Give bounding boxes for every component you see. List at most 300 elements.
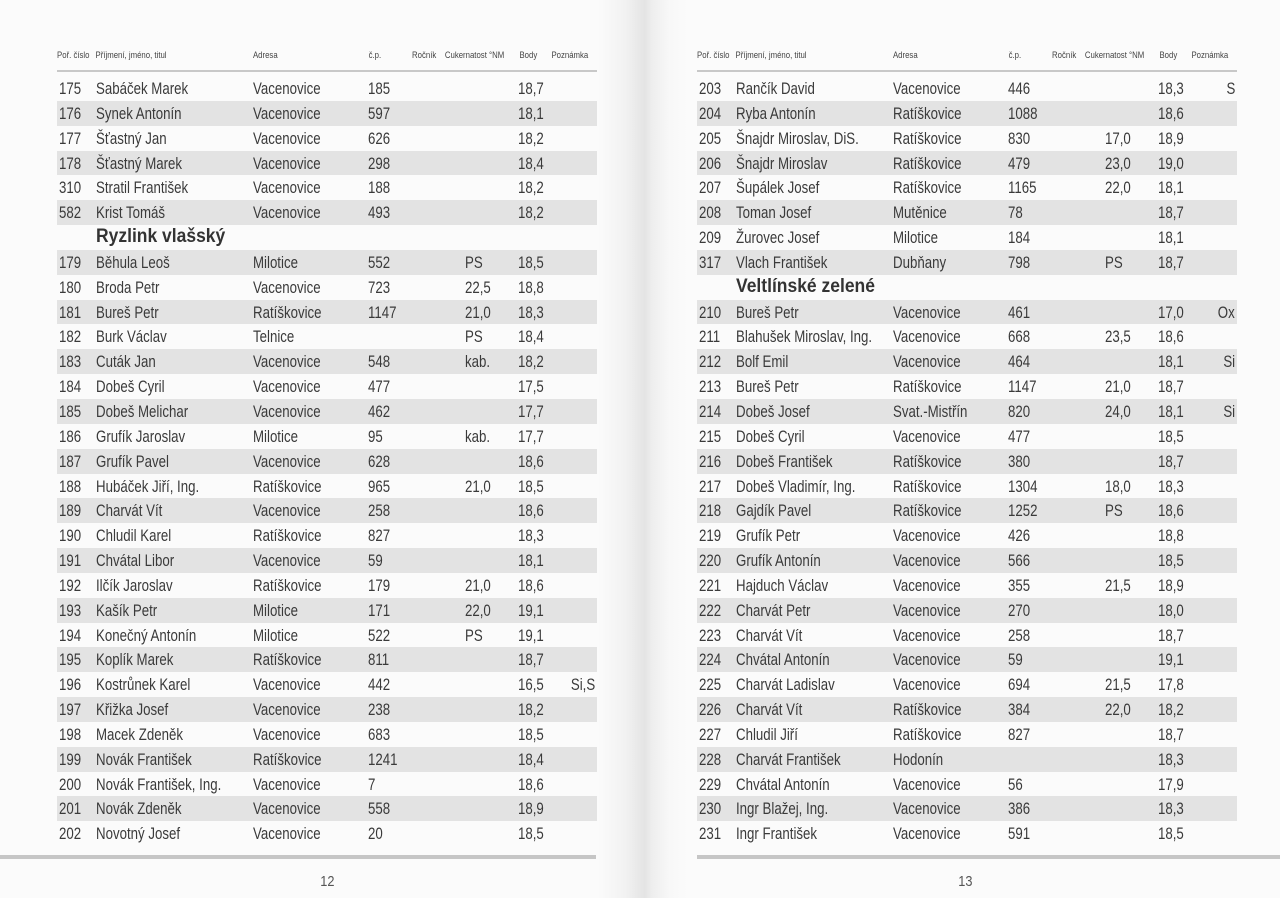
col-header-body: Body bbox=[1159, 50, 1178, 61]
entry-address: Ratíškovice bbox=[253, 749, 322, 769]
entry-address: Vacenovice bbox=[893, 824, 961, 844]
entry-number: 214 bbox=[699, 401, 722, 421]
entry-house-number: 238 bbox=[368, 700, 391, 720]
entry-house-number: 694 bbox=[1008, 675, 1031, 695]
entry-number: 180 bbox=[59, 277, 82, 297]
entry-house-number: 626 bbox=[368, 128, 391, 148]
entry-address: Vacenovice bbox=[893, 79, 961, 98]
entry-number: 204 bbox=[699, 103, 722, 123]
entry-house-number: 270 bbox=[1008, 600, 1031, 620]
entry-house-number: 830 bbox=[1008, 128, 1031, 148]
entry-number: 200 bbox=[59, 774, 82, 794]
table-row bbox=[697, 573, 1237, 598]
entry-name: Sabáček Marek bbox=[96, 79, 189, 98]
entry-number: 189 bbox=[59, 501, 82, 521]
entry-name: Kašík Petr bbox=[96, 600, 158, 620]
entry-name: Bureš Petr bbox=[736, 302, 799, 322]
entry-number: 183 bbox=[59, 352, 82, 372]
entry-number: 207 bbox=[699, 178, 722, 198]
entry-name: Bureš Petr bbox=[96, 302, 159, 322]
entry-address: Milotice bbox=[893, 228, 938, 248]
entry-name: Kostrůnek Karel bbox=[96, 675, 191, 695]
table-row bbox=[697, 796, 1237, 821]
section-heading bbox=[57, 225, 597, 250]
entry-address: Vacenovice bbox=[253, 352, 321, 372]
entry-address: Ratíškovice bbox=[253, 575, 322, 595]
table-row bbox=[57, 324, 597, 349]
entry-house-number: 184 bbox=[1008, 228, 1031, 248]
table-header bbox=[697, 48, 1237, 66]
entry-house-number: 258 bbox=[368, 501, 391, 521]
table-row bbox=[57, 151, 597, 176]
entry-points: 18,9 bbox=[518, 799, 544, 819]
table-row bbox=[697, 523, 1237, 548]
table-row bbox=[697, 250, 1237, 275]
entry-number: 179 bbox=[59, 252, 82, 272]
entry-name: Novotný Josef bbox=[96, 824, 181, 844]
entry-name: Blahušek Miroslav, Ing. bbox=[736, 327, 873, 347]
entry-house-number: 461 bbox=[1008, 302, 1031, 322]
entry-address: Vacenovice bbox=[253, 79, 321, 98]
entry-house-number: 171 bbox=[368, 600, 391, 620]
col-header-num: Poř. číslo bbox=[57, 50, 90, 61]
entry-number: 199 bbox=[59, 749, 82, 769]
table-row bbox=[697, 548, 1237, 573]
entry-house-number: 827 bbox=[368, 526, 391, 546]
entry-number: 213 bbox=[699, 377, 722, 397]
entry-name: Macek Zdeněk bbox=[96, 724, 183, 744]
entry-points: 17,0 bbox=[1158, 302, 1184, 322]
entry-address: Ratíškovice bbox=[253, 526, 322, 546]
entry-address: Vacenovice bbox=[253, 178, 321, 198]
entry-number: 223 bbox=[699, 625, 722, 645]
table-row bbox=[697, 324, 1237, 349]
entry-number: 220 bbox=[699, 551, 722, 571]
entry-points: 18,7 bbox=[518, 650, 544, 670]
entry-name: Broda Petr bbox=[96, 277, 160, 297]
entry-points: 18,6 bbox=[518, 501, 544, 521]
entry-cukernatost: 21,0 bbox=[1105, 377, 1131, 397]
col-header-rocnik: Ročník bbox=[1052, 50, 1077, 61]
entry-address: Vacenovice bbox=[893, 650, 961, 670]
table-body bbox=[697, 76, 1237, 846]
entry-name: Dobeš Cyril bbox=[736, 426, 805, 446]
entry-cukernatost: 24,0 bbox=[1105, 401, 1131, 421]
table-row bbox=[57, 424, 597, 449]
table-row bbox=[57, 498, 597, 523]
entry-number: 187 bbox=[59, 451, 82, 471]
entry-name: Dobeš Melichar bbox=[96, 401, 189, 421]
book-fold bbox=[598, 0, 688, 898]
entry-name: Dobeš František bbox=[736, 451, 833, 471]
entry-name: Dobeš Vladimír, Ing. bbox=[736, 476, 856, 496]
entry-address: Vacenovice bbox=[893, 675, 961, 695]
entry-cukernatost: kab. bbox=[465, 426, 491, 446]
entry-points: 16,5 bbox=[518, 675, 544, 695]
entry-address: Ratíškovice bbox=[893, 103, 962, 123]
entry-house-number: 442 bbox=[368, 675, 391, 695]
entry-points: 18,1 bbox=[1158, 228, 1184, 248]
entry-name: Žurovec Josef bbox=[736, 228, 820, 248]
entry-points: 18,1 bbox=[1158, 401, 1184, 421]
entry-note: Si,S bbox=[570, 675, 595, 695]
entry-name: Hubáček Jiří, Ing. bbox=[96, 476, 200, 496]
entry-house-number: 566 bbox=[1008, 551, 1031, 571]
entry-number: 193 bbox=[59, 600, 82, 620]
entry-points: 18,2 bbox=[518, 203, 544, 223]
entry-house-number: 477 bbox=[368, 377, 391, 397]
entry-address: Vacenovice bbox=[253, 551, 321, 571]
table-row bbox=[697, 672, 1237, 697]
entry-points: 17,7 bbox=[518, 401, 544, 421]
table-row bbox=[57, 598, 597, 623]
entry-points: 19,0 bbox=[1158, 153, 1184, 173]
entry-number: 176 bbox=[59, 103, 82, 123]
entry-address: Vacenovice bbox=[893, 327, 961, 347]
entry-address: Vacenovice bbox=[253, 799, 321, 819]
entry-name: Dobeš Cyril bbox=[96, 377, 165, 397]
entry-number: 192 bbox=[59, 575, 82, 595]
entry-name: Šupálek Josef bbox=[736, 178, 820, 198]
entry-points: 18,0 bbox=[1158, 600, 1184, 620]
entry-house-number: 683 bbox=[368, 724, 391, 744]
table-row bbox=[697, 697, 1237, 722]
entry-cukernatost: 21,0 bbox=[465, 302, 491, 322]
entry-house-number: 298 bbox=[368, 153, 391, 173]
entry-points: 18,5 bbox=[518, 252, 544, 272]
entry-cukernatost: 22,0 bbox=[1105, 700, 1131, 720]
entry-name: Ilčík Jaroslav bbox=[96, 575, 173, 595]
entry-house-number: 355 bbox=[1008, 575, 1031, 595]
entry-address: Hodonín bbox=[893, 749, 944, 769]
entry-name: Šnajdr Miroslav bbox=[736, 153, 828, 173]
entry-number: 221 bbox=[699, 575, 722, 595]
entry-house-number: 386 bbox=[1008, 799, 1031, 819]
entry-note: S bbox=[1226, 79, 1235, 98]
entry-number: 177 bbox=[59, 128, 82, 148]
table-row bbox=[697, 772, 1237, 797]
table-row bbox=[57, 523, 597, 548]
entry-house-number: 462 bbox=[368, 401, 391, 421]
entry-address: Vacenovice bbox=[253, 700, 321, 720]
entry-number: 310 bbox=[59, 178, 82, 198]
entry-number: 203 bbox=[699, 79, 722, 98]
entry-address: Ratíškovice bbox=[253, 302, 322, 322]
table-row bbox=[57, 374, 597, 399]
entry-cukernatost: 21,5 bbox=[1105, 575, 1131, 595]
entry-address: Vacenovice bbox=[893, 575, 961, 595]
entry-number: 197 bbox=[59, 700, 82, 720]
entry-number: 198 bbox=[59, 724, 82, 744]
entry-name: Chvátal Antonín bbox=[736, 774, 830, 794]
entry-house-number: 59 bbox=[1008, 650, 1023, 670]
entry-points: 18,5 bbox=[518, 824, 544, 844]
entry-points: 17,5 bbox=[518, 377, 544, 397]
entry-points: 18,6 bbox=[1158, 501, 1184, 521]
entry-name: Novák Zdeněk bbox=[96, 799, 182, 819]
entry-address: Vacenovice bbox=[253, 675, 321, 695]
entry-address: Ratíškovice bbox=[893, 128, 962, 148]
entry-cukernatost: 22,0 bbox=[465, 600, 491, 620]
entry-house-number: 558 bbox=[368, 799, 391, 819]
table-row bbox=[697, 747, 1237, 772]
entry-points: 19,1 bbox=[518, 600, 544, 620]
table-row bbox=[697, 76, 1237, 101]
entry-points: 17,8 bbox=[1158, 675, 1184, 695]
entry-number: 190 bbox=[59, 526, 82, 546]
entry-name: Gajdík Pavel bbox=[736, 501, 812, 521]
table-row bbox=[57, 722, 597, 747]
entry-number: 230 bbox=[699, 799, 722, 819]
entry-number: 582 bbox=[59, 203, 82, 223]
entry-number: 175 bbox=[59, 79, 82, 98]
entry-house-number: 380 bbox=[1008, 451, 1031, 471]
entry-number: 226 bbox=[699, 700, 722, 720]
entry-house-number: 597 bbox=[368, 103, 391, 123]
entry-points: 18,7 bbox=[1158, 724, 1184, 744]
table-row bbox=[697, 300, 1237, 325]
entry-address: Vacenovice bbox=[253, 128, 321, 148]
entry-points: 18,4 bbox=[518, 749, 544, 769]
col-header-address: Adresa bbox=[892, 50, 918, 61]
entry-house-number: 591 bbox=[1008, 824, 1031, 844]
table-row bbox=[57, 126, 597, 151]
entry-house-number: 1252 bbox=[1008, 501, 1038, 521]
entry-number: 196 bbox=[59, 675, 82, 695]
entry-address: Vacenovice bbox=[893, 799, 961, 819]
entry-address: Vacenovice bbox=[253, 451, 321, 471]
entry-name: Grufík Pavel bbox=[96, 451, 169, 471]
entry-points: 18,3 bbox=[518, 526, 544, 546]
entry-points: 18,2 bbox=[518, 700, 544, 720]
entry-cukernatost: 22,5 bbox=[465, 277, 491, 297]
entry-cukernatost: 18,0 bbox=[1105, 476, 1131, 496]
entry-name: Šnajdr Miroslav, DiS. bbox=[736, 128, 859, 148]
entry-address: Vacenovice bbox=[253, 501, 321, 521]
col-header-rocnik: Ročník bbox=[412, 50, 437, 61]
entry-number: 195 bbox=[59, 650, 82, 670]
col-header-cp: č.p. bbox=[368, 50, 382, 61]
entry-cukernatost: 17,0 bbox=[1105, 128, 1131, 148]
entry-name: Hajduch Václav bbox=[736, 575, 829, 595]
entry-cukernatost: PS bbox=[1105, 501, 1123, 521]
page-number: 12 bbox=[320, 873, 335, 890]
table-row bbox=[57, 250, 597, 275]
table-row bbox=[57, 548, 597, 573]
entry-points: 18,3 bbox=[1158, 749, 1184, 769]
table-row bbox=[697, 225, 1237, 250]
entry-house-number: 723 bbox=[368, 277, 391, 297]
entry-address: Vacenovice bbox=[893, 302, 961, 322]
entry-address: Mutěnice bbox=[893, 203, 947, 223]
entry-name: Chvátal Antonín bbox=[736, 650, 830, 670]
entry-address: Vacenovice bbox=[253, 153, 321, 173]
entry-name: Cuták Jan bbox=[96, 352, 156, 372]
entry-number: 212 bbox=[699, 352, 722, 372]
section-title: Veltlínské zelené bbox=[736, 275, 875, 297]
entry-points: 18,6 bbox=[518, 774, 544, 794]
footer-rule bbox=[697, 855, 1280, 859]
entry-name: Ingr František bbox=[736, 824, 818, 844]
entry-points: 18,5 bbox=[1158, 824, 1184, 844]
table-row bbox=[697, 175, 1237, 200]
entry-address: Vacenovice bbox=[253, 203, 321, 223]
table-row bbox=[57, 300, 597, 325]
entry-name: Novák František, Ing. bbox=[96, 774, 222, 794]
entry-number: 217 bbox=[699, 476, 722, 496]
table-row bbox=[697, 722, 1237, 747]
table-row bbox=[57, 474, 597, 499]
table-row bbox=[697, 399, 1237, 424]
entry-points: 19,1 bbox=[518, 625, 544, 645]
entry-note: Ox bbox=[1218, 302, 1235, 322]
col-header-name: Příjmení, jméno, titul bbox=[735, 50, 807, 61]
table-row bbox=[57, 647, 597, 672]
entry-address: Milotice bbox=[253, 252, 298, 272]
entry-house-number: 1147 bbox=[368, 302, 397, 322]
entry-points: 18,3 bbox=[518, 302, 544, 322]
page-left bbox=[57, 0, 597, 898]
entry-cukernatost: PS bbox=[465, 625, 483, 645]
entry-house-number: 827 bbox=[1008, 724, 1031, 744]
entry-points: 18,1 bbox=[518, 551, 544, 571]
entry-number: 201 bbox=[59, 799, 82, 819]
entry-cukernatost: PS bbox=[465, 252, 483, 272]
entry-address: Vacenovice bbox=[893, 551, 961, 571]
entry-number: 185 bbox=[59, 401, 82, 421]
entry-name: Ryba Antonín bbox=[736, 103, 816, 123]
table-row bbox=[57, 747, 597, 772]
entry-number: 184 bbox=[59, 377, 82, 397]
entry-name: Šťastný Marek bbox=[96, 153, 183, 173]
table-row bbox=[697, 598, 1237, 623]
entry-cukernatost: 23,5 bbox=[1105, 327, 1131, 347]
entry-number: 181 bbox=[59, 302, 82, 322]
entry-name: Grufík Antonín bbox=[736, 551, 821, 571]
col-header-body: Body bbox=[519, 50, 538, 61]
entry-address: Vacenovice bbox=[253, 401, 321, 421]
entry-name: Bolf Emil bbox=[736, 352, 789, 372]
table-row bbox=[697, 374, 1237, 399]
entry-number: 191 bbox=[59, 551, 82, 571]
table-row bbox=[697, 151, 1237, 176]
entry-address: Vacenovice bbox=[253, 824, 321, 844]
entry-cukernatost: kab. bbox=[465, 352, 491, 372]
entry-house-number: 1147 bbox=[1008, 377, 1037, 397]
table-row bbox=[57, 275, 597, 300]
entry-name: Charvát Petr bbox=[736, 600, 811, 620]
entry-number: 218 bbox=[699, 501, 722, 521]
header-rule bbox=[697, 70, 1237, 72]
entry-number: 205 bbox=[699, 128, 722, 148]
entry-name: Charvát Ladislav bbox=[736, 675, 835, 695]
col-header-address: Adresa bbox=[252, 50, 278, 61]
entry-house-number: 1304 bbox=[1008, 476, 1038, 496]
col-header-cukernatost: Cukernatost °NM bbox=[444, 50, 505, 61]
entry-house-number: 185 bbox=[368, 79, 391, 98]
entry-address: Vacenovice bbox=[253, 103, 321, 123]
entry-points: 18,6 bbox=[518, 575, 544, 595]
entry-house-number: 426 bbox=[1008, 526, 1031, 546]
entry-note: Si bbox=[1223, 352, 1235, 372]
entry-points: 18,8 bbox=[518, 277, 544, 297]
col-header-cukernatost: Cukernatost °NM bbox=[1084, 50, 1145, 61]
table-row bbox=[697, 474, 1237, 499]
entry-number: 209 bbox=[699, 228, 722, 248]
table-row bbox=[57, 449, 597, 474]
table-row bbox=[57, 349, 597, 374]
entry-points: 18,6 bbox=[1158, 327, 1184, 347]
table-row bbox=[697, 349, 1237, 374]
entry-address: Vacenovice bbox=[893, 774, 961, 794]
entry-points: 18,4 bbox=[518, 153, 544, 173]
entry-points: 18,7 bbox=[1158, 203, 1184, 223]
entry-name: Charvát Vít bbox=[736, 700, 803, 720]
table-row bbox=[57, 76, 597, 101]
entry-points: 18,6 bbox=[1158, 103, 1184, 123]
entry-name: Dobeš Josef bbox=[736, 401, 810, 421]
entry-name: Charvát Vít bbox=[96, 501, 163, 521]
table-row bbox=[697, 821, 1237, 846]
entry-name: Synek Antonín bbox=[96, 103, 182, 123]
entry-address: Ratíškovice bbox=[893, 178, 962, 198]
table-row bbox=[697, 126, 1237, 151]
entry-points: 18,4 bbox=[518, 327, 544, 347]
entry-points: 19,1 bbox=[1158, 650, 1184, 670]
entry-points: 18,7 bbox=[1158, 451, 1184, 471]
entry-number: 219 bbox=[699, 526, 722, 546]
entry-address: Telnice bbox=[253, 327, 295, 347]
entry-points: 17,9 bbox=[1158, 774, 1184, 794]
entry-house-number: 95 bbox=[368, 426, 383, 446]
entry-house-number: 548 bbox=[368, 352, 391, 372]
entry-cukernatost: 21,5 bbox=[1105, 675, 1131, 695]
table-row bbox=[57, 672, 597, 697]
entry-points: 18,8 bbox=[1158, 526, 1184, 546]
table-row bbox=[57, 101, 597, 126]
entry-points: 18,7 bbox=[1158, 625, 1184, 645]
entry-house-number: 179 bbox=[368, 575, 391, 595]
table-row bbox=[697, 647, 1237, 672]
page-number: 13 bbox=[958, 873, 973, 890]
entry-house-number: 56 bbox=[1008, 774, 1023, 794]
entry-address: Vacenovice bbox=[893, 625, 961, 645]
entry-name: Grufík Petr bbox=[736, 526, 801, 546]
entry-number: 231 bbox=[699, 824, 722, 844]
entry-number: 202 bbox=[59, 824, 82, 844]
entry-name: Chludil Jiří bbox=[736, 724, 798, 744]
entry-points: 18,2 bbox=[518, 352, 544, 372]
entry-points: 18,5 bbox=[518, 476, 544, 496]
entry-number: 227 bbox=[699, 724, 722, 744]
entry-name: Rančík David bbox=[736, 79, 815, 98]
entry-house-number: 522 bbox=[368, 625, 391, 645]
table-row bbox=[697, 623, 1237, 648]
entry-cukernatost: 21,0 bbox=[465, 476, 491, 496]
entry-number: 194 bbox=[59, 625, 82, 645]
entry-name: Charvát František bbox=[736, 749, 841, 769]
entry-points: 18,7 bbox=[518, 79, 544, 98]
entry-name: Chludil Karel bbox=[96, 526, 172, 546]
entry-points: 17,7 bbox=[518, 426, 544, 446]
entry-house-number: 1088 bbox=[1008, 103, 1038, 123]
entry-points: 18,3 bbox=[1158, 79, 1184, 98]
entry-note: Si bbox=[1223, 401, 1235, 421]
entry-address: Vacenovice bbox=[253, 724, 321, 744]
entry-house-number: 552 bbox=[368, 252, 391, 272]
entry-address: Ratíškovice bbox=[893, 700, 962, 720]
entry-points: 18,2 bbox=[1158, 700, 1184, 720]
